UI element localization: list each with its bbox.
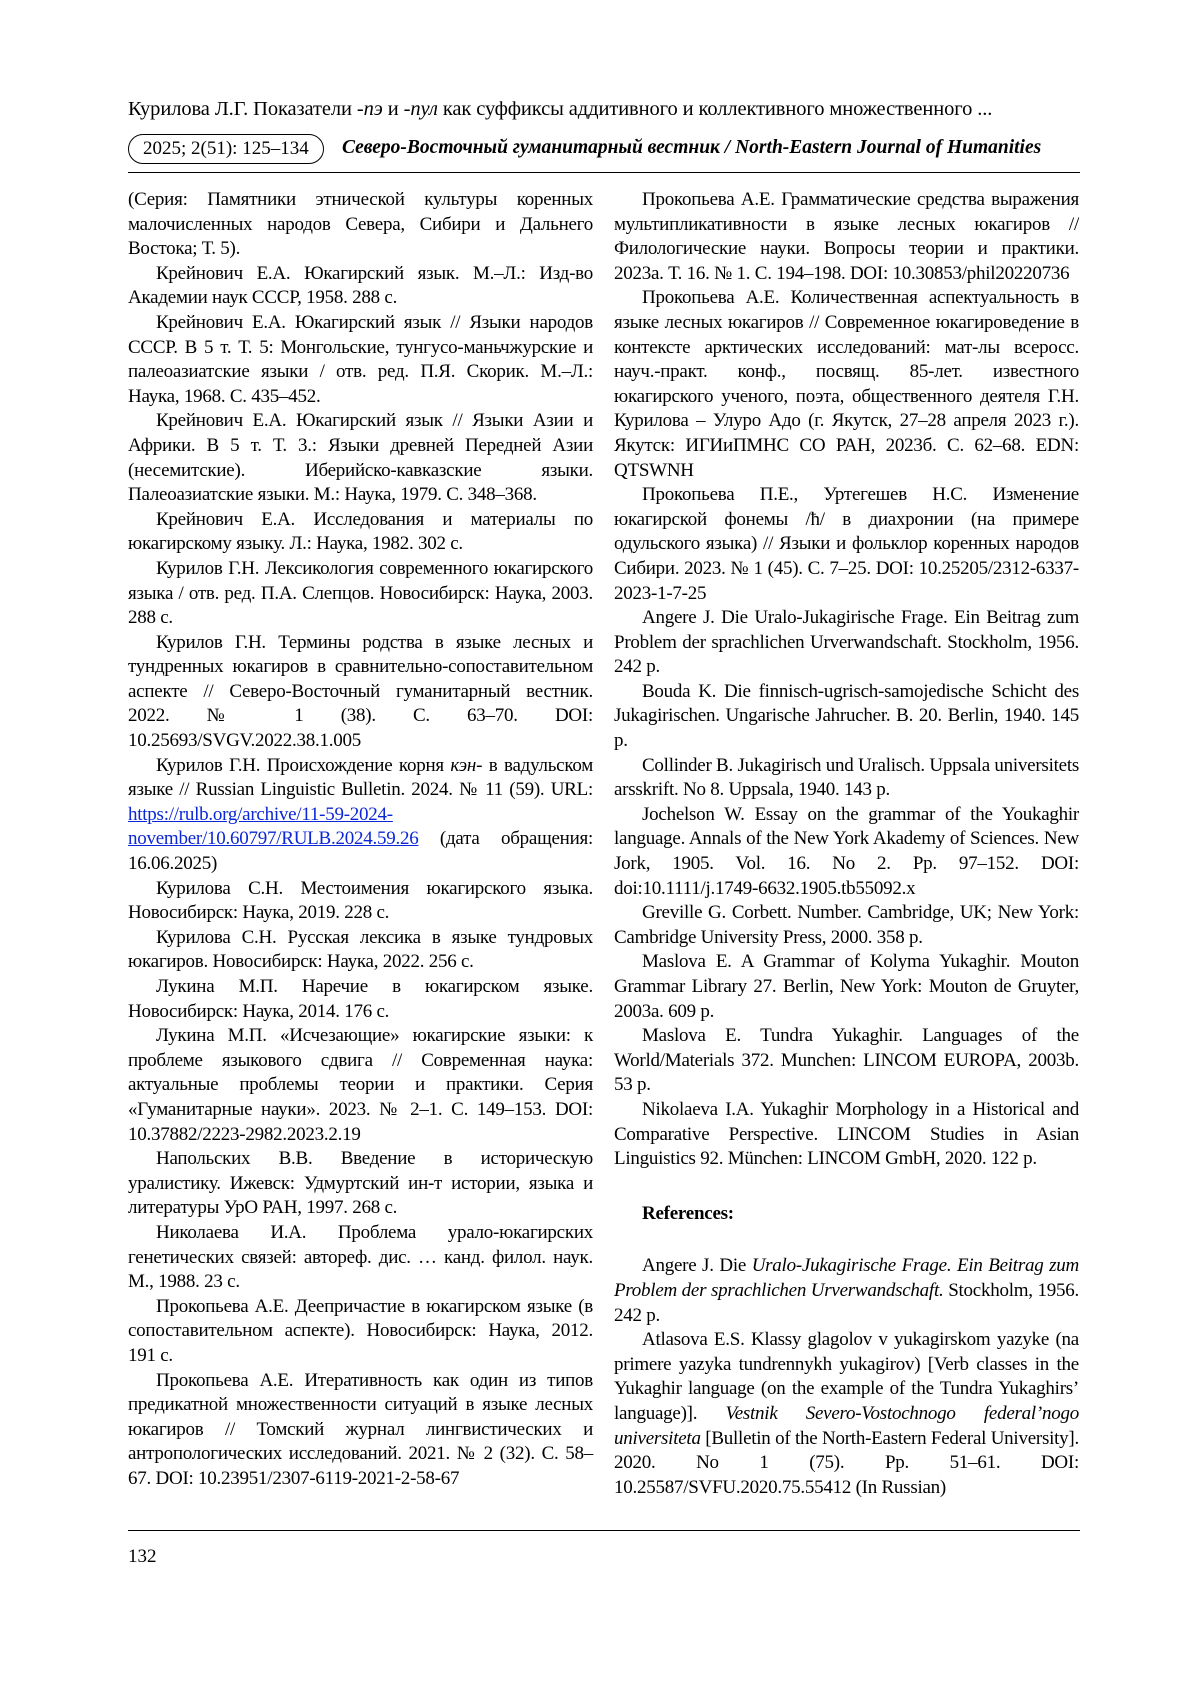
reference-item: Лукина М.П. Наречие в юкагирском языке. Новосибирск: Наука, 2014. 176 с.: [128, 976, 593, 1022]
reference-item: Прокопьева А.Е. Количественная аспектуальность в языке лесных юкагиров // Современное юкагироведение в контексте арктических исследований: мат-лы всеросс. науч.-практ. конф., посвящ. 85-лет. известного юкагирского ученого, поэта, общественного деятеля Г.Н. Курилова – Улуро Адо (г. Якутск, 27–28 апреля 2023 г.). Якутск: ИГИиПМНС СО РАН, 2023б. С. 62–68. EDN: QTSWNH: [614, 287, 1079, 481]
reference-item: Курилова С.Н. Местоимения юкагирского языка. Новосибирск: Наука, 2019. 228 с.: [128, 877, 593, 924]
reference-item: Collinder B. Jukagirisch und Uralisch. Uppsala universitets arsskrift. No 8. Uppsala, 1940. 143 p.: [614, 754, 1079, 801]
running-title-conj: и: [382, 98, 404, 120]
running-title-suffix-pe: -пэ: [356, 98, 383, 120]
reference-item: Курилов Г.Н. Термины родства в языке лесных и тундренных юкагиров в сравнительно-сопоставительном аспекте // Северо-Восточный гуманитарный вестник. 2022. № 1 (38). С. 63–70. DOI: 10.25693/SVGV.2022.38.1.005: [128, 631, 593, 752]
reference-item: Прокопьева А.Е. Итеративность как один из типов предикатной множественности ситуаций в языке лесных юкагиров // Томский журнал лингвистических и антропологических исследований. 2021. № 2 (32). С. 58–67. DOI: 10.23951/2307-6119-2021-2-58-67: [128, 1369, 593, 1489]
reference-item: Крейнович Е.А. Юкагирский язык // Языки народов СССР. В 5 т. Т. 5: Монгольские, тунгусо-маньчжурские и палеоазиатские языки / отв. ред. П.Я. Скорик. М.–Л.: Наука, 1968. С. 435–452.: [128, 311, 593, 407]
reference-item: (Серия: Памятники этнической культуры коренных малочисленных народов Севера, Сибири и Дальнего Востока; Т. 5).: [128, 189, 593, 260]
reference-item-atlasova: Atlasova E.S. Klassy glagolov v yukagirskom yazyke (na primere yazyka tundrennykh yukagirov) [Verb classes in the Yukaghir language (on the example of the Tundra Yukaghirs’ language)]. Vestnik Severo-Vostochnogo federal’nogo universiteta [Bulletin of the North-Eastern Federal University]. 2020. No 1 (75). Pp. 51–61. DOI: 10.25587/SVFU.2020.75.55412 (In Russian): [614, 1329, 1080, 1498]
reference-item: Крейнович Е.А. Исследования и материалы по юкагирскому языку. Л.: Наука, 1982. 302 с.: [128, 508, 593, 555]
reference-item: Прокопьева А.Е. Деепричастие в юкагирском языке (в сопоставительном аспекте). Новосибирск: Наука, 2012. 191 с.: [128, 1295, 593, 1366]
reference-item: Bouda K. Die finnisch-ugrisch-samojedische Schicht des Jukagirischen. Ungarische Jahrucher. B. 20. Berlin, 1940. 145 p.: [614, 680, 1079, 752]
reference-item: Николаева И.А. Проблема урало-юкагирских генетических связей: автореф. дис. … канд. филол. наук. М., 1988. 23 с.: [128, 1221, 593, 1293]
running-title: [128, 98, 1088, 121]
reference-item: Maslova E. Tundra Yukaghir. Languages of the World/Materials 372. Munchen: LINCOM EUROPA, 2003b. 53 p.: [614, 1025, 1079, 1096]
reference-item: Angere J. Die Uralo-Jukagirische Frage. Ein Beitrag zum Problem der sprachlichen Urverwandschaft. Stockholm, 1956. 242 p.: [614, 607, 1079, 678]
reference-item: Greville G. Corbett. Number. Cambridge, UK; New York: Cambridge University Press, 2000. 358 p.: [614, 902, 1079, 948]
reference-item: Курилова С.Н. Русская лексика в языке тундровых юкагиров. Новосибирск: Наука, 2022. 256 с.: [128, 926, 593, 973]
reference-item-angere: Angere J. Die Uralo-Jukagirische Frage. Ein Beitrag zum Problem der sprachlichen Urverwandschaft. Stockholm, 1956. 242 p.: [614, 1255, 1079, 1326]
reference-item: Nikolaeva I.A. Yukaghir Morphology in a Historical and Comparative Perspective. LINCOM Studies in Asian Linguistics 92. München: LINCOM GmbH, 2020. 122 p.: [614, 1098, 1079, 1170]
header-rule: [128, 172, 1080, 173]
reference-item: Jochelson W. Essay on the grammar of the Youkaghir language. Annals of the New York Akademy of Sciences. New Jork, 1905. Vol. 16. No 2. Pp. 97–152. DOI: doi:10.1111/j.1749-6632.1905.tb55092.x: [614, 803, 1079, 899]
reference-item: Курилов Г.Н. Лексикология современного юкагирского языка / отв. ред. П.А. Слепцов. Новосибирск: Наука, 2003. 288 с.: [128, 557, 593, 629]
left-column: [128, 188, 593, 1491]
running-title-suffix-pul: -пул: [403, 98, 438, 120]
footer-rule: [128, 1530, 1080, 1531]
reference-item-kurilov-ken: Курилов Г.Н. Происхождение корня кэн- в вадульском языке // Russian Linguistic Bulletin. 2024. № 11 (59). URL: https://rulb.org/archive/11-59-2024-november/10.60797/RULB.2024.59.26 (дата обращения: 16.06.2025): [128, 754, 593, 875]
reference-item: Прокопьева А.Е. Грамматические средства выражения мультипликативности в языке лесных юкагиров // Филологические науки. Вопросы теории и практики. 2023а. Т. 16. № 1. С. 194–198. DOI: 10.30853/phil20220736: [614, 189, 1079, 284]
reference-item: Maslova E. A Grammar of Kolyma Yukaghir. Mouton Grammar Library 27. Berlin, New York: Mouton de Gruyter, 2003a. 609 p.: [614, 951, 1079, 1022]
reference-item: Крейнович Е.А. Юкагирский язык // Языки Азии и Африки. В 5 т. Т. 3.: Языки древней Передней Азии (несемитские). Иберийско-кавказские языки. Палеоазиатские языки. М.: Наука, 1979. С. 348–368.: [128, 410, 593, 506]
running-title-author: Курилова Л.Г. Показатели: [128, 98, 357, 120]
root-ken: кэн-: [450, 754, 483, 776]
reference-item: Прокопьева П.Е., Уртегешев Н.С. Изменение юкагирской фонемы /ħ/ в диахронии (на примере одульского языка) // Языки и фольклор коренных народов Сибири. 2023. № 1 (45). С. 7–25. DOI: 10.25205/2312-6337-2023-1-7-25: [614, 484, 1079, 604]
right-column: [614, 188, 1079, 1500]
reference-item: Крейнович Е.А. Юкагирский язык. М.–Л.: Изд-во Академии наук СССР, 1958. 288 с.: [128, 262, 593, 309]
running-title-rest: как суффиксы аддитивного и коллективного множественного ...: [437, 98, 993, 120]
issue-badge: 2025; 2(51): 125–134: [128, 134, 324, 164]
journal-title: Северо-Восточный гуманитарный вестник / North-Eastern Journal of Humanities: [342, 137, 1042, 158]
references-heading: References:: [642, 1202, 734, 1224]
reference-item: Лукина М.П. «Исчезающие» юкагирские языки: к проблеме языкового сдвига // Современная наука: актуальные проблемы теории и практики. Серия «Гуманитарные науки». 2023. № 2–1. С. 149–153. DOI: 10.37882/2223-2982.2023.2.19: [128, 1025, 593, 1145]
reference-item: Напольских В.В. Введение в историческую уралистику. Ижевск: Удмуртский ин-т истории, языка и литературы УрО РАН, 1997. 268 с.: [128, 1148, 593, 1219]
page-number: 132: [128, 1546, 157, 1567]
rulb-url-link[interactable]: https://rulb.org/archive/11-59-2024-november/10.60797/RULB.2024.59.26: [128, 803, 419, 850]
